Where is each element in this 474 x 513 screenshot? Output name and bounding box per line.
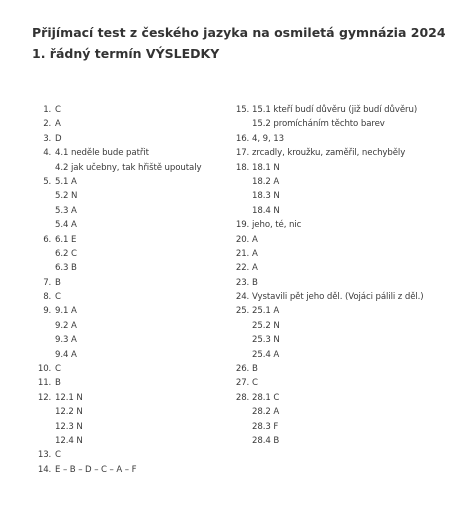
answer-text: 18.4 N xyxy=(252,205,280,216)
answer-number: 16. xyxy=(235,133,249,144)
answer-number: 9. xyxy=(43,306,51,317)
answer-row xyxy=(232,103,474,117)
answer-subrow xyxy=(232,319,474,333)
answer-text: C xyxy=(252,378,258,389)
answer-number: 14. xyxy=(37,464,51,475)
page-title: Přijímací test z českého jazyka na osmiletá gymnázia 2024 1. řádný termín VÝSLEDKY xyxy=(32,25,446,61)
answer-text: 15.1 kteří budí důvěru (již budí důvěru) xyxy=(252,105,418,115)
answer-row xyxy=(232,261,474,275)
answer-row xyxy=(0,132,232,146)
answer-subrow xyxy=(232,405,474,419)
answer-row xyxy=(0,376,232,390)
answer-text: 25.3 N xyxy=(252,335,280,346)
answer-text: C xyxy=(55,292,61,303)
answer-text: 28.1 C xyxy=(252,392,280,403)
answer-text: A xyxy=(252,263,258,274)
answer-row xyxy=(232,247,474,261)
answer-number: 5. xyxy=(43,176,51,187)
answer-text: 4, 9, 13 xyxy=(252,133,284,144)
answer-text: 15.2 promícháním těchto barev xyxy=(252,119,385,130)
answer-row xyxy=(232,233,474,247)
answer-row xyxy=(232,376,474,390)
answer-row xyxy=(0,146,232,160)
answer-number: 13. xyxy=(37,450,51,461)
answer-row xyxy=(232,146,474,160)
answer-text: 5.4 A xyxy=(55,220,77,231)
answer-number: 21. xyxy=(235,248,249,259)
answer-subrow xyxy=(0,348,232,362)
answer-text: 4.2 jak učebny, tak hřiště upoutaly xyxy=(55,162,202,173)
answer-number: 24. xyxy=(235,292,249,303)
answer-number: 11. xyxy=(37,378,51,389)
answer-text: 6.3 B xyxy=(55,263,77,274)
answer-row xyxy=(0,362,232,376)
answer-row xyxy=(0,103,232,117)
answer-row xyxy=(232,132,474,146)
answer-subrow xyxy=(0,261,232,275)
answer-text: A xyxy=(55,119,61,130)
answer-subrow xyxy=(232,420,474,434)
answer-number: 8. xyxy=(43,292,51,303)
answer-number: 6. xyxy=(43,234,51,245)
answer-subrow xyxy=(232,175,474,189)
answer-text: C xyxy=(55,364,61,375)
answer-subrow xyxy=(232,204,474,218)
answer-text: Vystavili pět jeho děl. (Vojáci pálili z děl.) xyxy=(252,292,424,303)
answer-row xyxy=(232,218,474,232)
answer-text: 5.2 N xyxy=(55,191,78,202)
answer-subrow xyxy=(0,319,232,333)
answer-text: C xyxy=(55,105,61,115)
answer-row xyxy=(0,117,232,131)
answer-number: 23. xyxy=(235,277,249,288)
answer-text: 5.1 A xyxy=(55,176,77,187)
answer-subrow xyxy=(0,405,232,419)
answer-text: 18.3 N xyxy=(252,191,280,202)
answer-text: B xyxy=(55,378,61,389)
answer-text: C xyxy=(55,450,61,461)
answer-subrow xyxy=(0,204,232,218)
answer-subrow xyxy=(0,161,232,175)
answer-number: 19. xyxy=(235,220,249,231)
answer-text: E – B – D – C – A – F xyxy=(55,464,137,475)
answer-text: 9.1 A xyxy=(55,306,77,317)
answer-subrow xyxy=(0,420,232,434)
answer-text: 12.2 N xyxy=(55,407,83,418)
answer-subrow xyxy=(232,117,474,131)
answer-text: 28.3 F xyxy=(252,421,279,432)
answer-number: 7. xyxy=(43,277,51,288)
answer-row xyxy=(0,463,232,477)
answers-right-column xyxy=(232,103,474,448)
answer-row xyxy=(232,290,474,304)
answer-row xyxy=(0,448,232,462)
answer-row xyxy=(0,233,232,247)
answer-number: 17. xyxy=(235,148,249,159)
answer-subrow xyxy=(0,434,232,448)
answer-subrow xyxy=(0,218,232,232)
answer-row xyxy=(232,304,474,318)
answer-subrow xyxy=(0,333,232,347)
answer-number: 3. xyxy=(43,133,51,144)
answer-number: 10. xyxy=(37,364,51,375)
answer-subrow xyxy=(0,247,232,261)
answer-number: 12. xyxy=(37,392,51,403)
answer-text: 12.4 N xyxy=(55,435,83,446)
answer-text: 18.2 A xyxy=(252,176,280,187)
answer-text: 9.3 A xyxy=(55,335,77,346)
answer-row xyxy=(0,290,232,304)
answer-text: 12.3 N xyxy=(55,421,83,432)
answer-text: B xyxy=(55,277,61,288)
answer-text: zrcadly, kroužku, zaměřil, nechyběly xyxy=(252,148,406,159)
answer-number: 20. xyxy=(235,234,249,245)
answer-text: 25.4 A xyxy=(252,349,280,360)
answer-row xyxy=(0,175,232,189)
answer-text: 9.4 A xyxy=(55,349,77,360)
answer-row xyxy=(0,304,232,318)
answer-number: 22. xyxy=(235,263,249,274)
answer-subrow xyxy=(232,333,474,347)
answer-text: 18.1 N xyxy=(252,162,280,173)
answer-number: 15. xyxy=(235,105,249,115)
answer-row xyxy=(0,276,232,290)
answer-subrow xyxy=(232,348,474,362)
answer-text: A xyxy=(252,248,258,259)
answer-number: 1. xyxy=(43,105,51,115)
answer-text: 6.2 C xyxy=(55,248,77,259)
answer-row xyxy=(232,362,474,376)
answer-number: 26. xyxy=(235,364,249,375)
answer-row xyxy=(232,161,474,175)
answer-text: D xyxy=(55,133,62,144)
answer-row xyxy=(232,391,474,405)
answer-subrow xyxy=(232,189,474,203)
answer-number: 28. xyxy=(235,392,249,403)
answer-text: B xyxy=(252,277,258,288)
answer-text: 5.3 A xyxy=(55,205,77,216)
answer-number: 18. xyxy=(235,162,249,173)
answer-row xyxy=(0,391,232,405)
answer-subrow xyxy=(232,434,474,448)
answer-number: 4. xyxy=(43,148,51,159)
answer-text: 25.2 N xyxy=(252,320,280,331)
answer-text: B xyxy=(252,364,258,375)
answer-text: 9.2 A xyxy=(55,320,77,331)
answer-row xyxy=(232,276,474,290)
answer-text: 25.1 A xyxy=(252,306,280,317)
answer-text: A xyxy=(252,234,258,245)
answer-text: 4.1 neděle bude patřit xyxy=(55,148,149,159)
answer-number: 25. xyxy=(235,306,249,317)
answer-text: 6.1 E xyxy=(55,234,77,245)
answer-number: 27. xyxy=(235,378,249,389)
answer-text: 28.2 A xyxy=(252,407,280,418)
answer-text: 12.1 N xyxy=(55,392,83,403)
answer-text: jeho, té, nic xyxy=(252,220,302,231)
answer-subrow xyxy=(0,189,232,203)
answer-text: 28.4 B xyxy=(252,435,280,446)
answer-number: 2. xyxy=(43,119,51,130)
answers-left-column xyxy=(0,103,232,477)
